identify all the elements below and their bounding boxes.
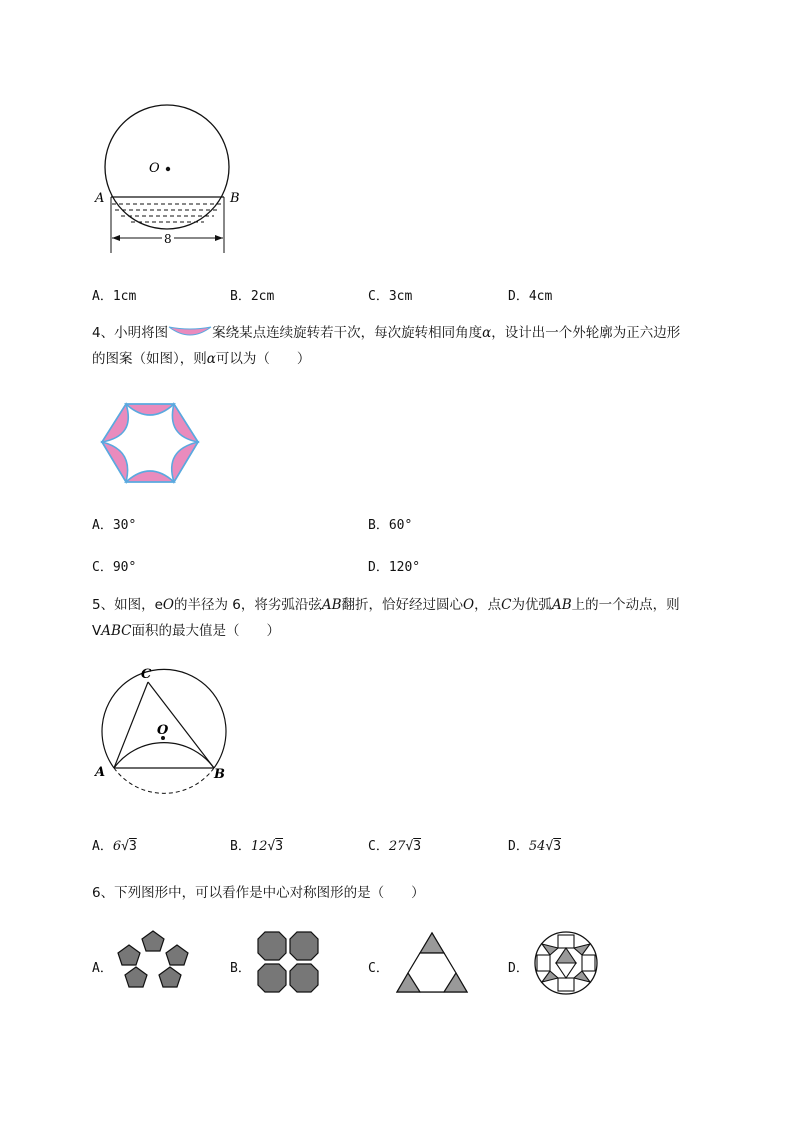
q4-option-b[interactable]: B．60° [368, 518, 413, 533]
q4-option-d[interactable]: D．120° [368, 560, 421, 575]
q6-option-d-circle-figure[interactable] [532, 930, 600, 996]
q3-circle-figure [88, 96, 248, 256]
q6-question-text: 6、下列图形中，可以看作是中心对称图形的是（ ） [92, 885, 425, 901]
q3-option-a[interactable]: A．1cm [92, 289, 137, 304]
label-o: O [157, 723, 169, 738]
q4-option-a[interactable]: A．30° [92, 518, 137, 533]
q6-option-b-octagons-figure[interactable] [256, 930, 320, 996]
q5-option-b[interactable]: B．12√3 [230, 839, 284, 854]
q4-question-text: 4、小明将图 案绕某点连续旋转若干次，每次旋转相同角度α，设计出一个外轮廓为正六边形 的图案（如图），则α可以为（ ） [92, 325, 681, 367]
q6-option-b-label[interactable]: B． [230, 961, 251, 976]
q6-option-a-label[interactable]: A． [92, 961, 113, 976]
q5-option-d[interactable]: D．54√3 [508, 839, 562, 854]
q3-option-c[interactable]: C．3cm [368, 289, 413, 304]
petal [126, 471, 174, 482]
q5-circle-figure [90, 660, 240, 805]
q6-option-d-label[interactable]: D． [508, 961, 529, 976]
folded-arc [114, 743, 214, 768]
label-c: C [141, 667, 152, 682]
q4-option-c[interactable]: C．90° [92, 560, 137, 575]
q5-question-text: 5、如图，eO的半径为 6，将劣弧沿弦AB翻折，恰好经过圆心O，点C为优弧AB上的一个动点，则 VABC面积的最大值是（ ） [92, 597, 680, 639]
minor-arc-dashed [114, 768, 214, 793]
q3-option-d[interactable]: D．4cm [508, 289, 553, 304]
label-a: A [95, 765, 106, 780]
q3-option-b[interactable]: B．2cm [230, 289, 275, 304]
q4-hexagon-figure [98, 398, 202, 488]
center-dot [166, 167, 170, 171]
q6-option-c-label[interactable]: C． [368, 961, 389, 976]
petal [126, 404, 174, 415]
q5-option-c[interactable]: C．27√3 [368, 839, 422, 854]
major-arc [102, 669, 226, 768]
q5-option-a[interactable]: A．6√3 [92, 839, 137, 854]
label-a: A [95, 191, 105, 206]
label-b: B [214, 767, 225, 782]
label-o: O [149, 161, 160, 176]
label-b: B [230, 191, 240, 206]
q6-option-a-pentagons-figure[interactable] [116, 928, 190, 996]
width-label: 8 [164, 232, 172, 246]
q6-option-c-triangle-figure[interactable] [394, 930, 470, 996]
half-moon-shape-icon [168, 325, 212, 339]
side-ac [114, 682, 148, 768]
